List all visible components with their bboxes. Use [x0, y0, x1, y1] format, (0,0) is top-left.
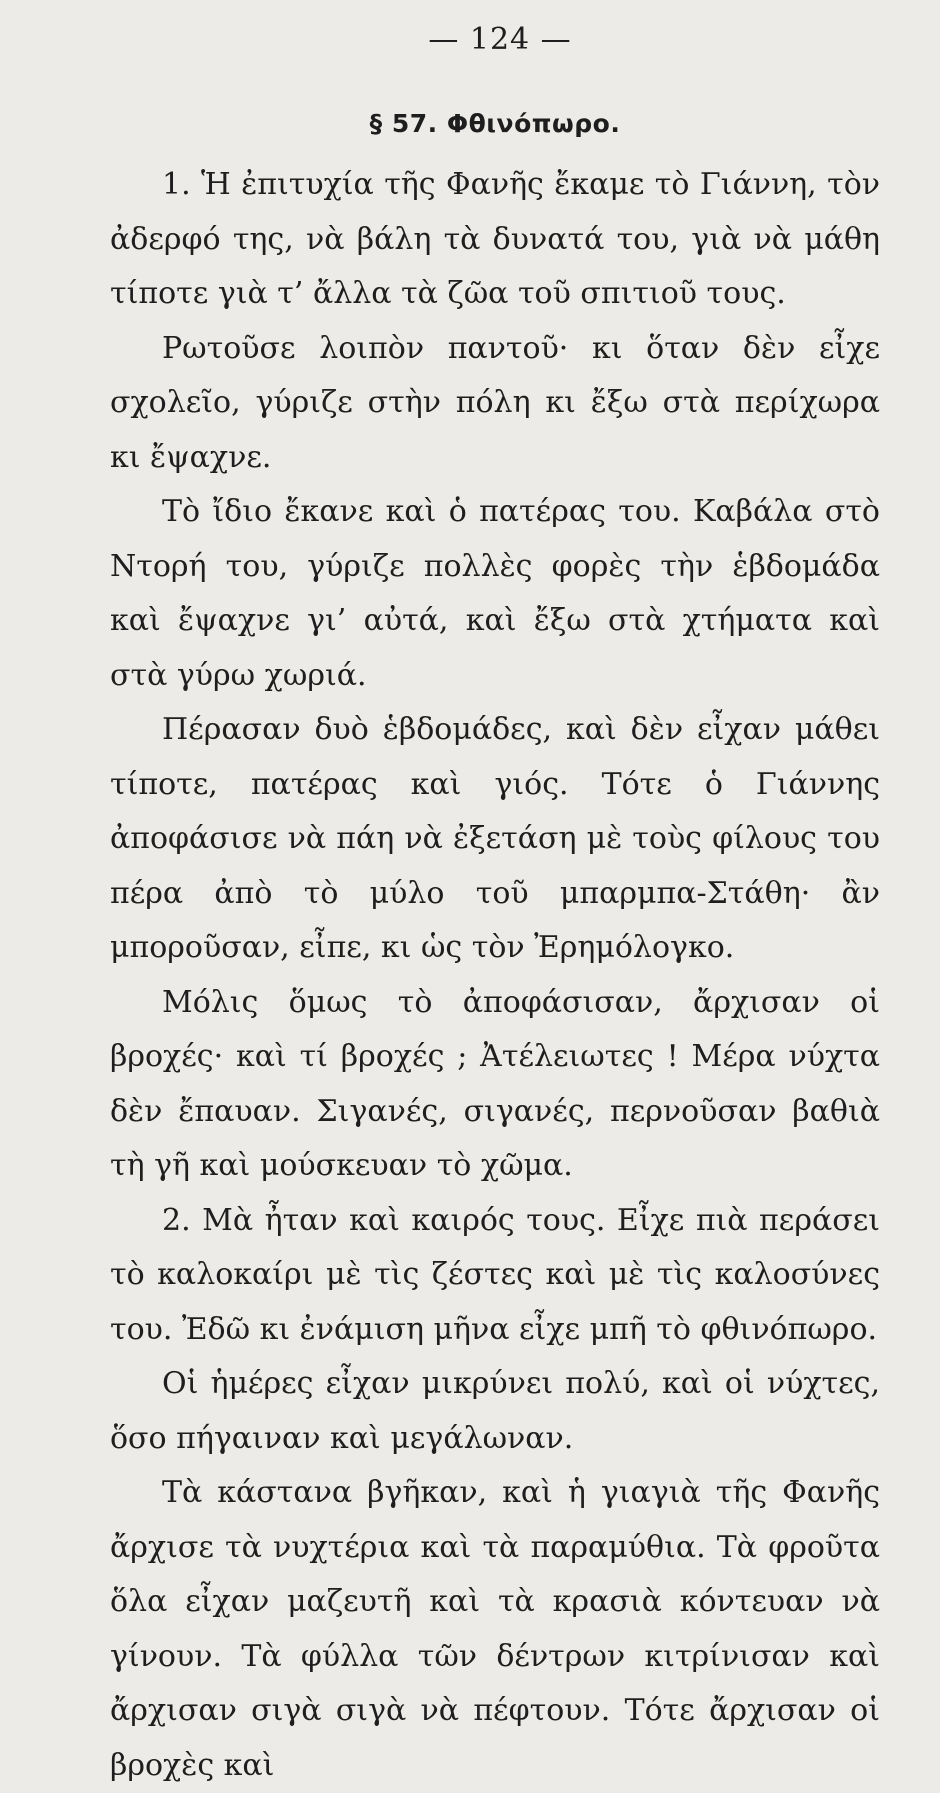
paragraph: Τὸ ἴδιο ἔκανε καὶ ὁ πατέρας του. Καβάλα στὸ Ντορή του, γύριζε πολλὲς φορὲς τὴν ἑβδομάδα καὶ ἔψαχνε γι’ αὐτά, καὶ ἔξω στὰ χτήματα καὶ στὰ γύρω χωριά. — [110, 494, 880, 693]
body-text — [110, 158, 880, 1793]
paragraph: Οἱ ἡμέρες εἶχαν μικρύνει πολύ, καὶ οἱ νύχτες, ὅσο πήγαιναν καὶ μεγάλωναν. — [110, 1366, 880, 1456]
paragraph: Πέρασαν δυὸ ἑβδομάδες, καὶ δὲν εἶχαν μάθει τίποτε, πατέρας καὶ γιός. Τότε ὁ Γιάννης ἀποφάσισε νὰ πάη νὰ ἐξετάση μὲ τοὺς φίλους του πέρα ἀπὸ τὸ μύλο τοῦ μπαρμπα-Στάθη· ἂν μποροῦσαν, εἶπε, κι ὡς τὸν Ἐρημόλογκο. — [110, 712, 880, 965]
paragraph: 1. Ἡ ἐπιτυχία τῆς Φανῆς ἔκαμε τὸ Γιάννη, τὸν ἀδερφό της, νὰ βάλη τὰ δυνατά του, γιὰ νὰ μάθη τίποτε γιὰ τ’ ἄλλα τὰ ζῶα τοῦ σπιτιοῦ τους. — [110, 167, 880, 311]
section-heading: § 57. Φθινόπωρο. — [369, 109, 621, 138]
paragraph: 2. Μὰ ἦταν καὶ καιρός τους. Εἶχε πιὰ περάσει τὸ καλοκαίρι μὲ τὶς ζέστες καὶ μὲ τὶς καλοσύνες του. Ἐδῶ κι ἐνάμιση μῆνα εἶχε μπῆ τὸ φθινόπωρο. — [110, 1202, 880, 1347]
paragraph: Τὰ κάστανα βγῆκαν, καὶ ἡ γιαγιὰ τῆς Φανῆς ἄρχισε τὰ νυχτέρια καὶ τὰ παραμύθια. Τὰ φροῦτα ὅλα εἶχαν μαζευτῆ καὶ τὰ κρασιὰ κόντευαν νὰ γίνουν. Τὰ φύλλα τῶν δέντρων κιτρίνισαν καὶ ἄρχισαν σιγὰ σιγὰ νὰ πέφτουν. Τότε ἄρχισαν οἱ βροχὲς καὶ — [110, 1475, 880, 1783]
paragraph: Ρωτοῦσε λοιπὸν παντοῦ· κι ὅταν δὲν εἶχε σχολεῖο, γύριζε στὴν πόλη κι ἔξω στὰ περίχωρα κι ἔψαχνε. — [110, 330, 880, 475]
page-number: — 124 — — [428, 22, 572, 57]
paragraph: Μόλις ὅμως τὸ ἀποφάσισαν, ἄρχισαν οἱ βροχές· καὶ τί βροχές ; Ἀτέλειωτες ! Μέρα νύχτα δὲν ἔπαυαν. Σιγανές, σιγανές, περνοῦσαν βαθιὰ τὴ γῆ καὶ μούσκευαν τὸ χῶμα. — [110, 984, 880, 1183]
